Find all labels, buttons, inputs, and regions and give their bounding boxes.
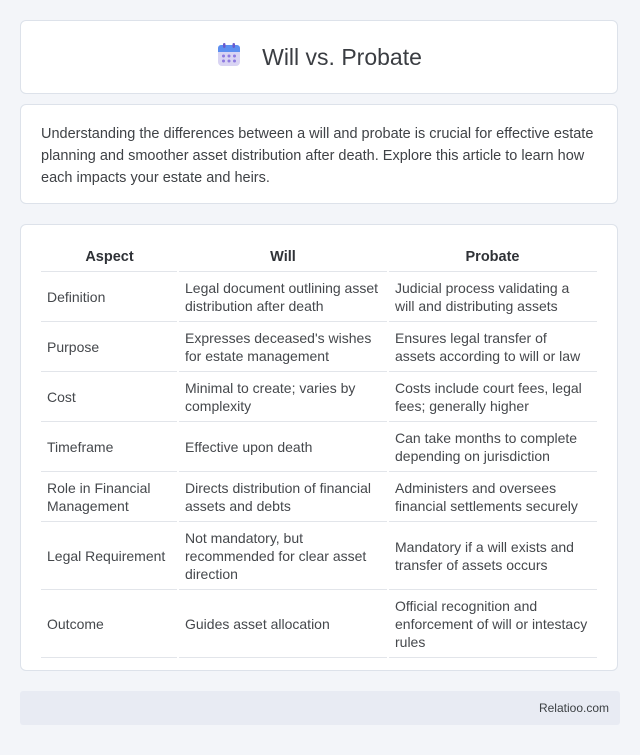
- cell-will: Guides asset allocation: [178, 590, 388, 658]
- table-header-row: [41, 243, 597, 272]
- cell-probate: Can take months to complete depending on jurisdiction: [388, 422, 597, 472]
- cell-probate: Administers and oversees financial settlements securely: [388, 472, 597, 522]
- table-row: [41, 472, 597, 522]
- cell-will: Minimal to create; varies by complexity: [178, 372, 388, 422]
- cell-probate: Costs include court fees, legal fees; generally higher: [388, 372, 597, 422]
- cell-aspect: Role in Financial Management: [41, 472, 178, 522]
- cell-will: Legal document outlining asset distribution after death: [178, 272, 388, 322]
- footer-brand[interactable]: Relatioo.com: [538, 701, 609, 715]
- footer: [20, 691, 620, 725]
- cell-will: Not mandatory, but recommended for clear asset direction: [178, 522, 388, 590]
- table-row: [41, 322, 597, 372]
- intro-text: Understanding the differences between a will and probate is crucial for effective estate planning and smoother asset distribution after death. Explore this article to learn how each impacts your estate and heirs.: [41, 126, 594, 186]
- cell-aspect: Purpose: [41, 322, 178, 372]
- calendar-icon: [216, 42, 242, 73]
- title-wrap: [216, 42, 422, 73]
- cell-aspect: Cost: [41, 372, 178, 422]
- comparison-table: [41, 243, 597, 658]
- cell-probate: Judicial process validating a will and distributing assets: [388, 272, 597, 322]
- comparison-card: [20, 224, 618, 671]
- cell-will: Expresses deceased's wishes for estate management: [178, 322, 388, 372]
- cell-aspect: Definition: [41, 272, 178, 322]
- page-title: Will vs. Probate: [262, 43, 422, 70]
- title-card: [20, 20, 618, 94]
- cell-aspect: Outcome: [41, 590, 178, 658]
- cell-aspect: Timeframe: [41, 422, 178, 472]
- table-row: [41, 372, 597, 422]
- cell-will: Directs distribution of financial assets and debts: [178, 472, 388, 522]
- table-row: [41, 590, 597, 658]
- header-probate: Probate: [388, 243, 597, 272]
- header-aspect: Aspect: [41, 243, 178, 272]
- table-row: [41, 422, 597, 472]
- cell-will: Effective upon death: [178, 422, 388, 472]
- cell-probate: Ensures legal transfer of assets according to will or law: [388, 322, 597, 372]
- cell-probate: Official recognition and enforcement of will or intestacy rules: [388, 590, 597, 658]
- intro-card: [20, 104, 618, 204]
- cell-probate: Mandatory if a will exists and transfer of assets occurs: [388, 522, 597, 590]
- cell-aspect: Legal Requirement: [41, 522, 178, 590]
- table-row: [41, 272, 597, 322]
- header-will: Will: [178, 243, 388, 272]
- table-row: [41, 522, 597, 590]
